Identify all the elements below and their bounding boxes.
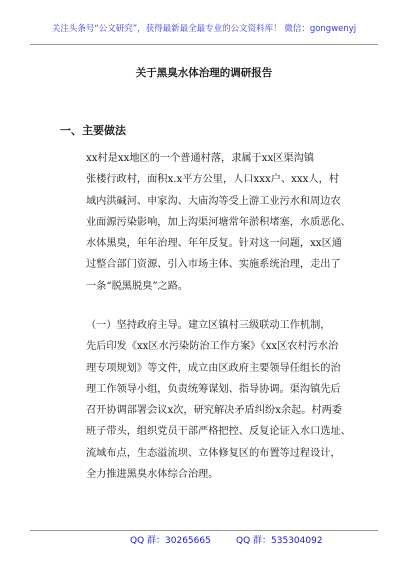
paragraph-line: 张楼行政村，面积x.x平方公里，人口xxx户、xxx人，村 (86, 174, 339, 186)
header-rule (30, 44, 378, 45)
footer-qq-right: QQ 群：535304092 (236, 536, 323, 546)
section-heading: 一、主要做法 (60, 124, 126, 137)
footer (0, 533, 408, 549)
document-title: 关于黑臭水体治理的调研报告 (135, 67, 273, 79)
paragraph-line: 召开协调部署会议x次，研究解决矛盾纠纷x余起。村两委 (86, 405, 342, 417)
paragraph-line: 全力推进黑臭水体综合治理。 (86, 469, 219, 481)
paragraph-line: 过整合部门资源、引入市场主体、实施系统治理，走出了 (86, 259, 341, 271)
paragraph-line: 流域布点，生态溢流坝、立体修复区的布置等过程设计， (86, 447, 341, 459)
paragraph-line: 先后印发《xx区水污染防治工作方案》《xx区农村污水治 (86, 341, 339, 353)
paragraph-1 (86, 148, 368, 297)
paragraph-line: 域内洪碱河、申家沟、大庙沟等受上游工业污水和周边农 (86, 195, 341, 207)
paragraph-line: xx村是xx地区的一个普通村落，隶属于xx区渠沟镇 (86, 153, 315, 164)
header-notice: 关注头条号“公文研究”，获得最新最全最专业的公文资料库！ 微信：gongwenyj (51, 24, 357, 34)
footer-rule (30, 530, 378, 531)
paragraph-line: 业面源污染影响，加上沟渠河塘常年淤积堵塞，水质恶化、 (86, 216, 351, 228)
paragraph-line: 理工作领导小组，负责统筹谋划、指导协调。渠沟镇先后 (86, 383, 341, 395)
paragraph-line: 一条“脱黑脱臭”之路。 (86, 280, 189, 292)
paragraph-line: 水体黑臭，年年治理、年年反复。针对这一问题，xx区通 (86, 238, 342, 250)
paragraph-2 (86, 315, 368, 485)
paragraph-line: （一）坚持政府主导。建立区镇村三级联动工作机制， (86, 320, 331, 331)
footer-qq-left: QQ 群：30265665 (130, 536, 211, 546)
paragraph-line: 班子带头，组织党员干部严格把控、反复论证入水口选址、 (86, 426, 351, 438)
paragraph-line: 理专项规划》等文件，成立由区政府主要领导任组长的治 (86, 362, 341, 374)
